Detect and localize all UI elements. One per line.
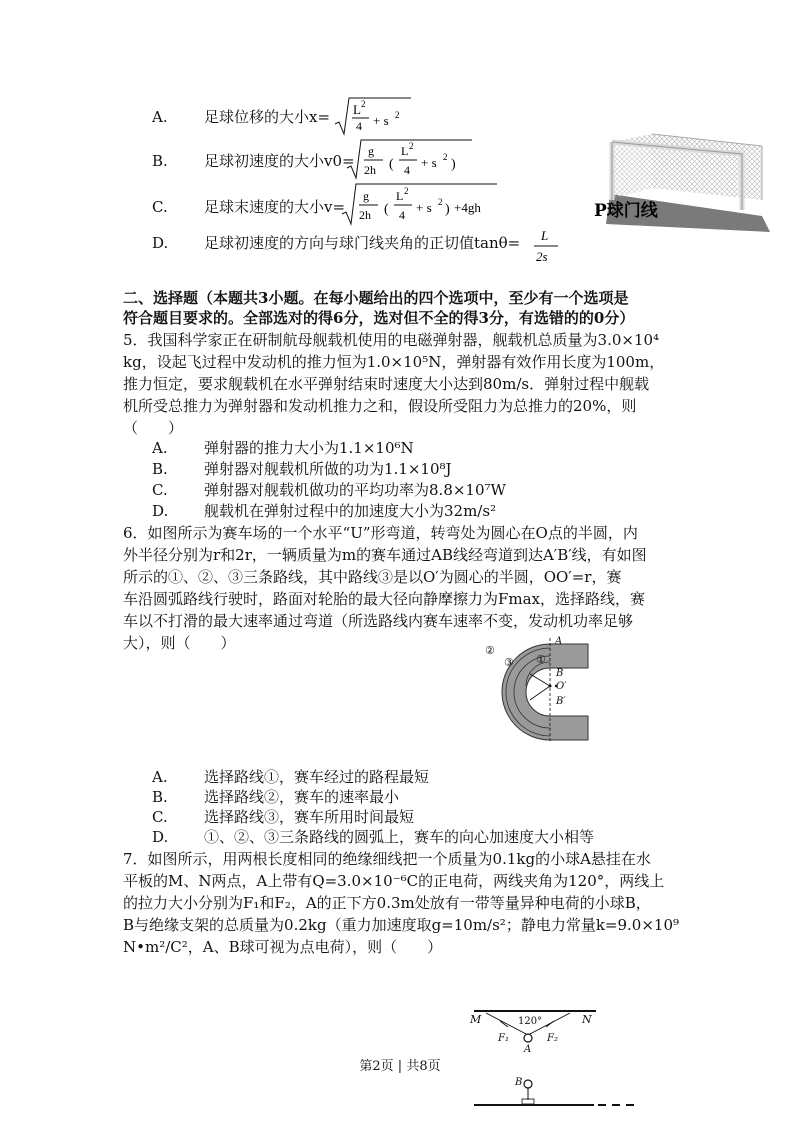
q6-line: 外半径分别为r和2r，一辆质量为m的赛车通过AB线经弯道到达A′B′线，有如图	[123, 546, 647, 564]
svg-text:2: 2	[443, 152, 448, 162]
svg-text:(: (	[389, 157, 394, 172]
goal-figure	[592, 124, 772, 234]
q5-option-d: D. 舰载机在弹射过程中的加速度大小为32m/s²	[152, 502, 497, 520]
q6-option-a: A. 选择路线①，赛车经过的路程最短	[152, 768, 430, 786]
ball-label-a: A	[524, 1044, 532, 1055]
q6-line: 大），则（ ）	[123, 634, 236, 652]
q4-option-d-text: 足球初速度的方向与球门线夹角的正切值tanθ=	[204, 234, 521, 252]
svg-text:g: g	[368, 144, 374, 158]
section2-heading-line2: 符合题目要求的。全部选对的得6分，选对但不全的得3分，有选错的的0分）	[123, 309, 635, 327]
q4-option-c: C. 足球末速度的大小v=	[152, 198, 346, 216]
track-label-b-prime: B′	[556, 696, 566, 707]
q4-formula-d	[532, 224, 560, 266]
track-label-route2: ②	[485, 644, 495, 657]
svg-text:2h: 2h	[359, 208, 371, 222]
svg-text:2s: 2s	[536, 249, 548, 264]
ball-label-b: B	[515, 1077, 523, 1088]
q5-option-b: B. 弹射器对舰载机所做的功为1.1×10⁸J	[152, 460, 452, 478]
svg-text:): )	[451, 157, 456, 172]
q4-option-a: A. 足球位移的大小x=	[152, 108, 331, 126]
q6-line: 车沿圆弧路线行驶时，路面对轮胎的最大径向静摩擦力为Fmax，选择路线，赛	[123, 590, 646, 608]
svg-text:2: 2	[361, 99, 366, 109]
page-footer: 第2页 | 共8页	[359, 1059, 441, 1074]
q4-formula-b	[345, 136, 475, 182]
svg-text:2: 2	[409, 141, 414, 151]
q7-line: N•m²/C²，A、B球可视为点电荷），则（ ）	[123, 938, 443, 956]
svg-text:+4gh: +4gh	[454, 200, 481, 215]
svg-text:+ s: + s	[421, 155, 437, 170]
q4-option-d: D. 足球初速度的方向与球门线夹角的正切值tanθ=	[152, 234, 521, 252]
q4-formula-a	[333, 94, 413, 138]
q4-formula-c	[340, 180, 500, 228]
svg-text:+ s: + s	[416, 200, 432, 215]
q5-line: 5．我国科学家正在研制航母舰载机使用的电磁弹射器，舰载机总质量为3.0×10⁴	[123, 331, 660, 349]
q4-option-c-text: 足球末速度的大小v=	[204, 198, 346, 216]
q6-option-text: 选择路线②，赛车的速率最小	[204, 788, 400, 806]
q6-option-text: ①、②、③三条路线的圆弧上，赛车的向心加速度大小相等	[204, 828, 595, 846]
svg-text:2: 2	[404, 186, 409, 196]
track-label-b: B	[556, 668, 564, 679]
svg-text:4: 4	[399, 208, 405, 222]
q6-option-text: 选择路线③，赛车所用时间最短	[204, 808, 415, 826]
ball-label-f1: F₁	[498, 1033, 509, 1044]
q5-option-a: A. 弹射器的推力大小为1.1×10⁶N	[152, 439, 414, 457]
svg-text:2: 2	[395, 110, 400, 120]
track-label-o-prime: O′	[556, 681, 567, 692]
q5-option-text: 弹射器对舰载机所做的功为1.1×10⁸J	[204, 460, 452, 478]
q5-option-text: 舰载机在弹射过程中的加速度大小为32m/s²	[204, 502, 497, 520]
q5-line: 机所受总推力为弹射器和发动机推力之和，假设所受阻力为总推力的20%，则	[123, 397, 637, 415]
q5-line: 推力恒定，要求舰载机在水平弹射结束时速度大小达到80m/s．弹射过程中舰载	[123, 375, 650, 393]
ball-label-f2: F₂	[547, 1033, 558, 1044]
q4-option-a-text: 足球位移的大小x=	[204, 108, 331, 126]
section2-heading-line1: 二、选择题（本题共3小题。在每小题给出的四个选项中，至少有一个选项是	[123, 289, 629, 307]
q5-option-text: 弹射器对舰载机做功的平均功率为8.8×10⁷W	[204, 481, 506, 499]
track-label-a: A	[555, 636, 563, 647]
svg-text:L: L	[353, 102, 361, 117]
svg-text:2h: 2h	[364, 163, 376, 177]
q6-line: 车以不打滑的最大速率通过弯道（所选路线内赛车速率不变，发动机功率足够	[123, 612, 634, 630]
svg-text:L: L	[401, 144, 409, 158]
q7-line: 的拉力大小分别为F₁和F₂，A的正下方0.3m处放有一带等量异种电荷的小球B，	[123, 894, 651, 912]
q7-line: 7．如图所示，用两根长度相同的绝缘细线把一个质量为0.1kg的小球A悬挂在水	[123, 850, 651, 868]
ball-label-n: N	[582, 1013, 592, 1026]
q5-line: （ ）	[123, 419, 184, 437]
q4-option-b-text: 足球初速度的大小v0=	[204, 152, 355, 170]
track-label-route1: ①	[536, 653, 546, 666]
q6-option-d: D. ①、②、③三条路线的圆弧上，赛车的向心加速度大小相等	[152, 828, 595, 846]
svg-text:): )	[445, 202, 450, 217]
svg-text:L: L	[541, 228, 549, 243]
svg-text:4: 4	[356, 119, 362, 133]
q4-option-b: B. 足球初速度的大小v0=	[152, 152, 355, 170]
svg-text:g: g	[363, 189, 369, 203]
q6-option-c: C. 选择路线③，赛车所用时间最短	[152, 808, 415, 826]
q5-option-c: C. 弹射器对舰载机做功的平均功率为8.8×10⁷W	[152, 481, 506, 499]
svg-text:2: 2	[438, 197, 443, 207]
q5-option-text: 弹射器的推力大小为1.1×10⁶N	[204, 439, 414, 457]
q7-line: B与绝缘支架的总质量为0.2kg（重力加速度取g=10m/s²；静电力常量k=9.0×10⁹	[123, 916, 679, 934]
q6-line: 所示的①、②、③三条路线，其中路线③是以O′为圆心的半圆，OO′=r，赛	[123, 568, 622, 586]
goal-caption: P球门线	[594, 201, 658, 221]
q6-option-text: 选择路线①，赛车经过的路程最短	[204, 768, 430, 786]
track-label-route3: ③	[504, 656, 514, 669]
svg-text:+ s: + s	[373, 113, 389, 128]
ball-label-m: M	[470, 1013, 482, 1026]
svg-text:L: L	[396, 189, 404, 203]
q5-line: kg，设起飞过程中发动机的推力恒为1.0×10⁵N，弹射器有效作用长度为100m，	[123, 353, 665, 371]
q6-option-b: B. 选择路线②，赛车的速率最小	[152, 788, 400, 806]
q6-line: 6．如图所示为赛车场的一个水平“U”形弯道，转弯处为圆心在O点的半圆，内	[123, 524, 638, 542]
q7-line: 平板的M、N两点，A上带有Q=3.0×10⁻⁶C的正电荷，两线夹角为120°，两线上	[123, 872, 665, 890]
ball-label-angle: 120°	[518, 1016, 543, 1027]
svg-text:4: 4	[404, 163, 410, 177]
svg-text:(: (	[384, 202, 389, 217]
